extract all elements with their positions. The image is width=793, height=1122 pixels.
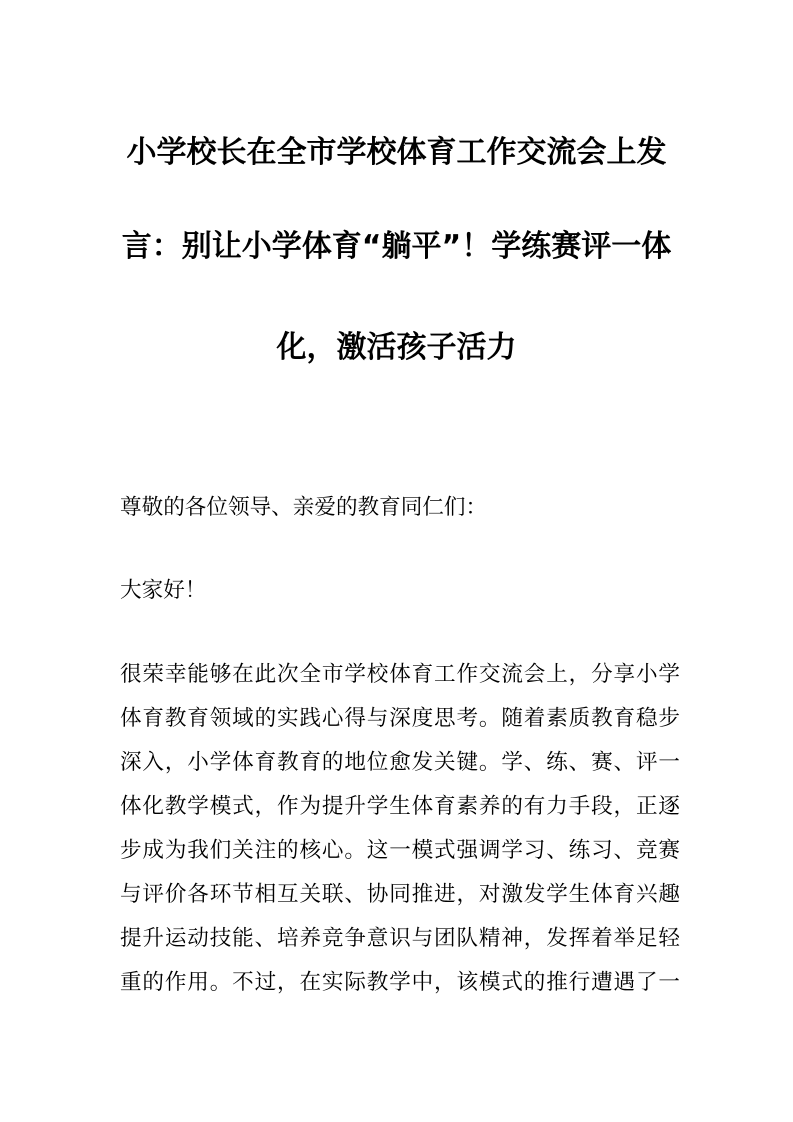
document-title-line-3: 化，激活孩子活力 xyxy=(276,330,517,365)
paragraph-line: 提升运动技能、培养竞争意识与团队精神，发挥着举足轻 xyxy=(120,926,680,951)
document-title-line-1: 小学校长在全市学校体育工作交流会上发 xyxy=(126,135,667,170)
paragraph-line: 步成为我们关注的核心。这一模式强调学习、练习、竞赛 xyxy=(120,838,680,863)
paragraph-line: 与评价各环节相互关联、协同推进，对激发学生体育兴趣 xyxy=(120,882,680,907)
document-title-line-2: 言：别让小学体育“躺平”！学练赛评一体 xyxy=(121,229,672,264)
paragraph-line: 体育教育领域的实践心得与深度思考。随着素质教育稳步 xyxy=(120,706,680,731)
greeting: 大家好！ xyxy=(120,578,207,603)
paragraph-line: 重的作用。不过，在实际教学中，该模式的推行遭遇了一 xyxy=(120,970,680,995)
salutation: 尊敬的各位领导、亲爱的教育同仁们： xyxy=(120,495,488,520)
paragraph-line: 体化教学模式，作为提升学生体育素养的有力手段，正逐 xyxy=(120,794,680,819)
paragraph-line: 深入，小学体育教育的地位愈发关键。学、练、赛、评一 xyxy=(120,750,680,775)
paragraph-line: 很荣幸能够在此次全市学校体育工作交流会上，分享小学 xyxy=(120,662,680,687)
